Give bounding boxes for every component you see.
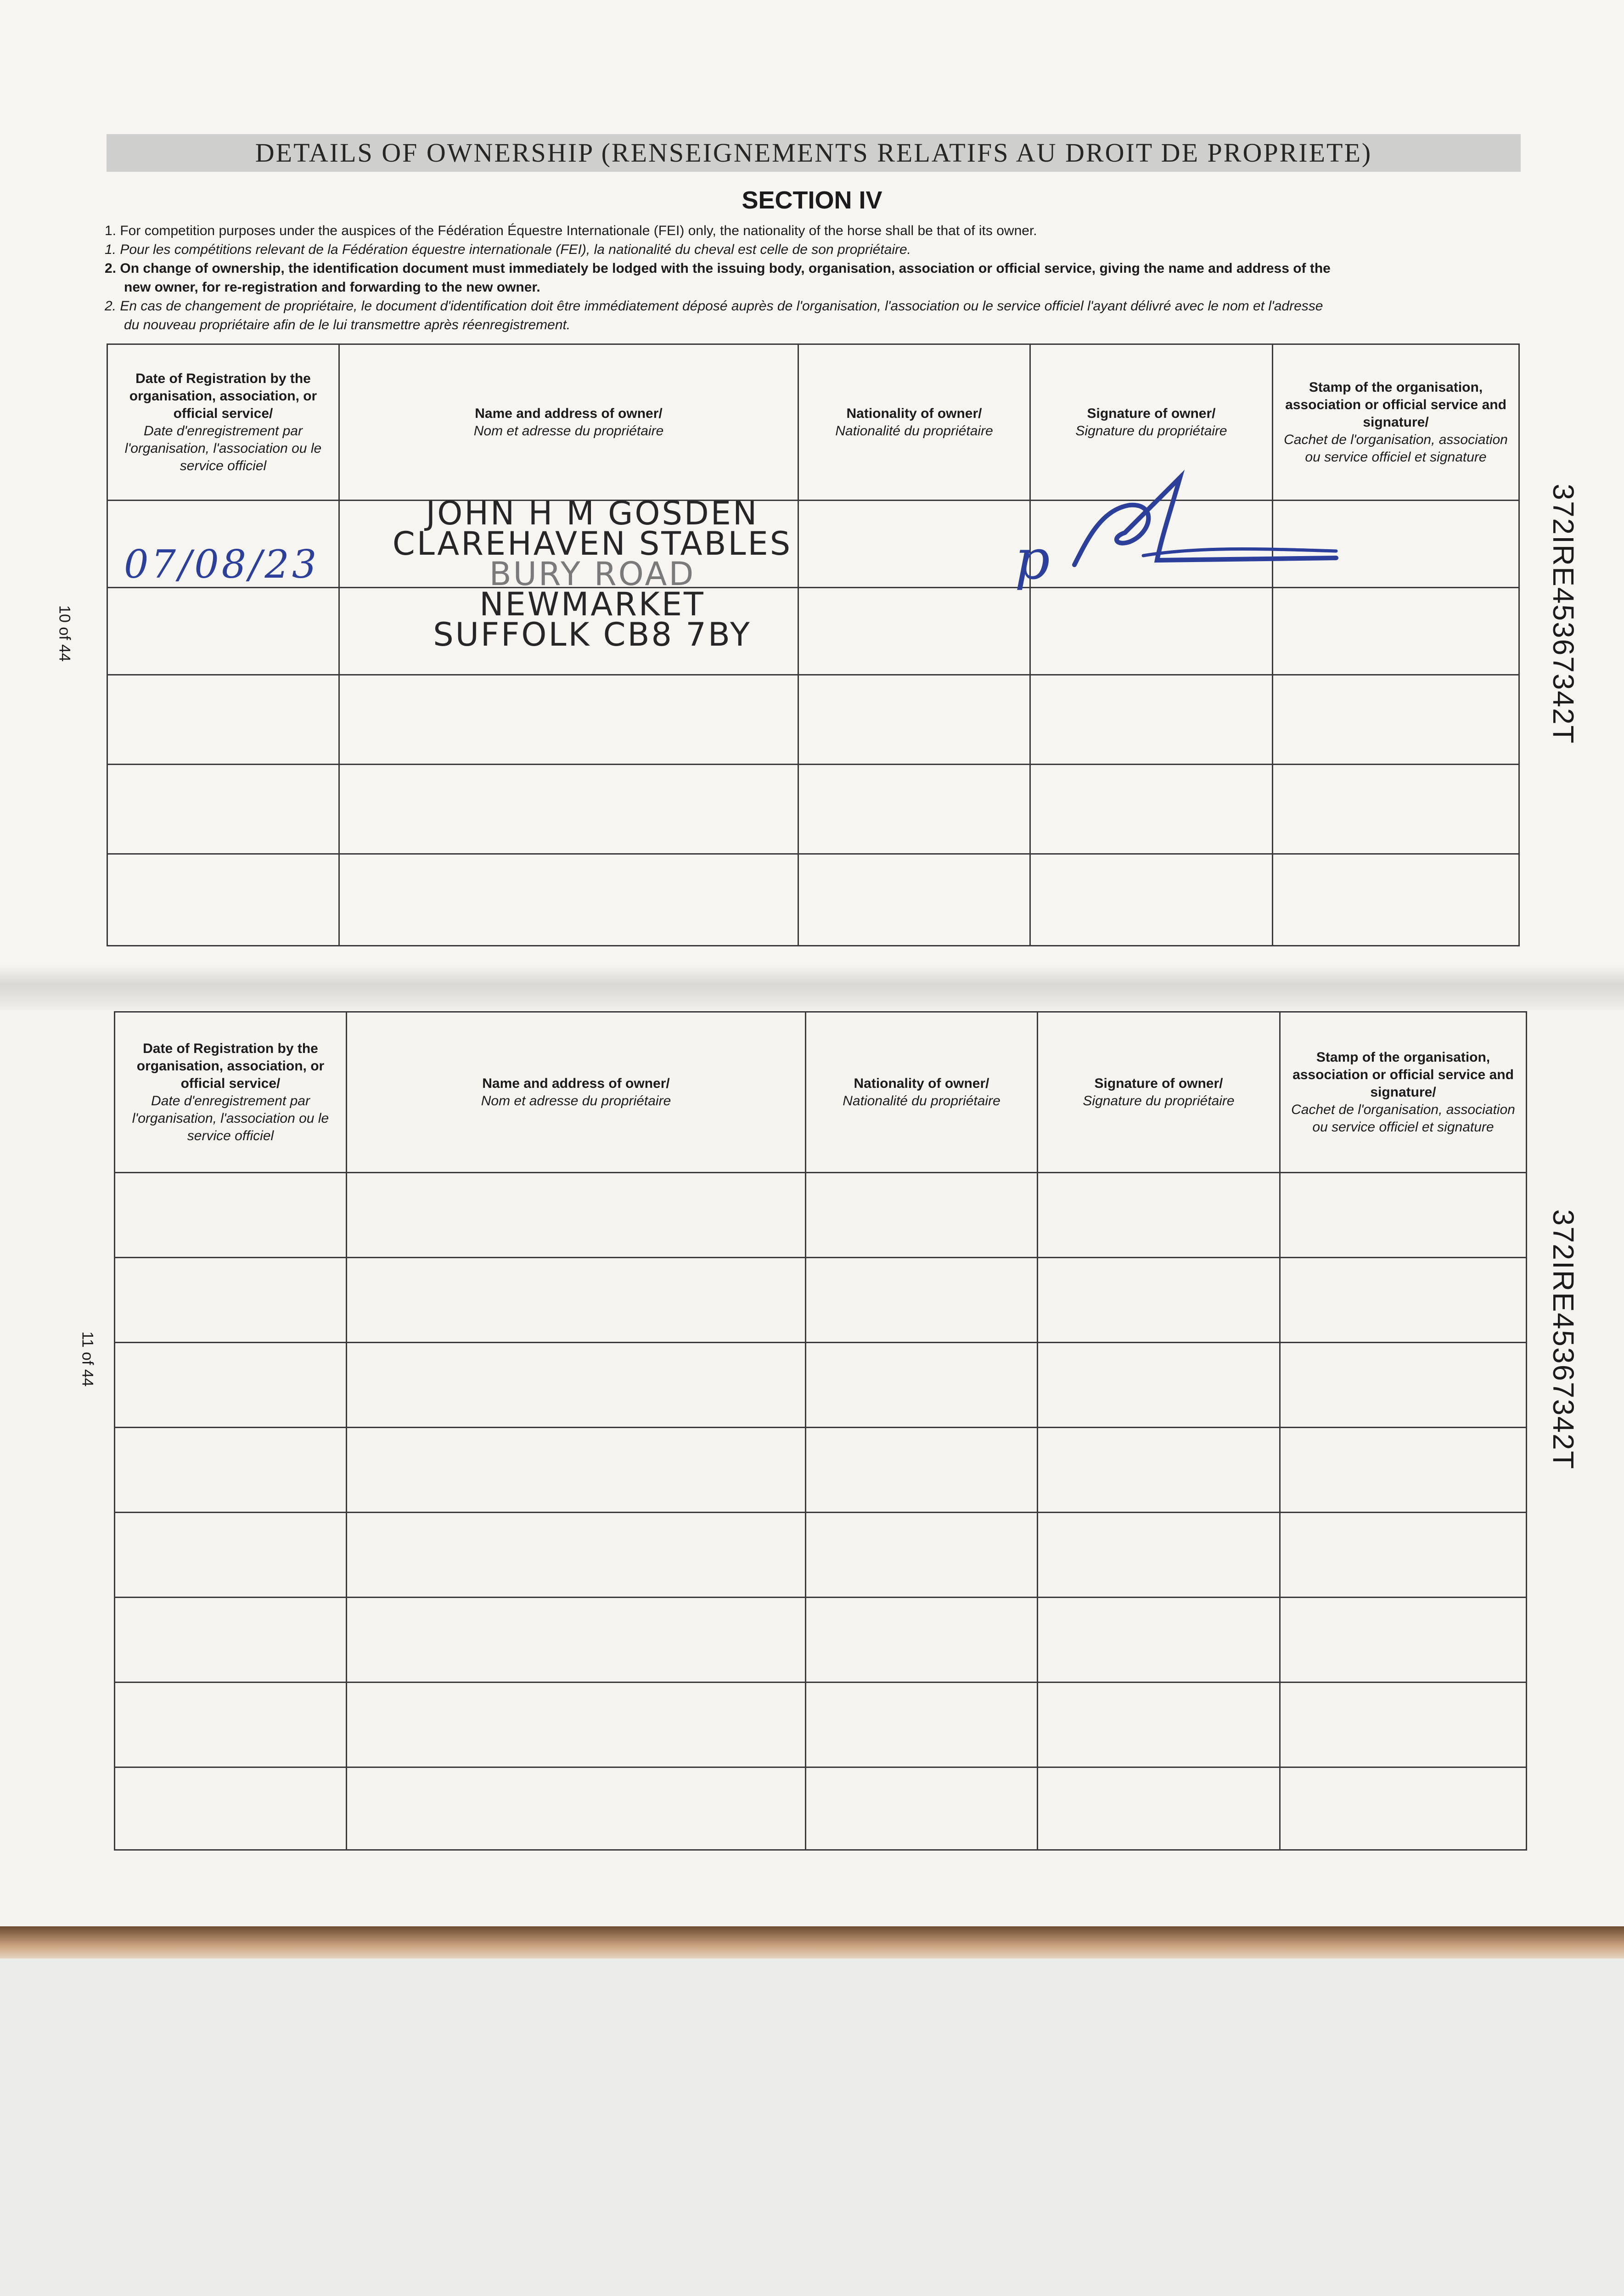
page-number-top: 10 of 44 [56, 605, 73, 662]
header-signature: Signature of owner/ Signature du propriétaire [1030, 344, 1273, 501]
header-stamp: Stamp of the organisation, association or official service and signature/ Cachet de l'organisation, association ou service officiel et signature [1273, 344, 1519, 501]
header-nationality: Nationality of owner/ Nationalité du propriétaire [806, 1012, 1038, 1173]
note-2-fr-line2: du nouveau propriétaire afin de le lui transmettre après réenregistrement. [124, 317, 571, 332]
document-id-bottom: 372IRE45367342T [1547, 1209, 1580, 1470]
owner-address-line4: SUFFOLK CB8 7BY [433, 616, 752, 653]
book-spine-shadow [0, 964, 1624, 1010]
note-2-en-line2: new owner, for re-registration and forwarding to the new owner. [124, 280, 540, 295]
ownership-table-bottom [114, 1011, 1527, 1851]
table-row [115, 1683, 1527, 1767]
header-signature: Signature of owner/ Signature du propriétaire [1038, 1012, 1280, 1173]
owner-address-line2: BURY ROAD [489, 555, 696, 593]
table-row [115, 1767, 1527, 1850]
owner-address-stamp [321, 495, 863, 653]
note-2-fr-line1: 2. En cas de changement de propriétaire, le document d'identification doit être immédiatement déposé auprès de l'organisation, l'association ou le service officiel l'ayant délivré avec le nom et l'adresse [105, 298, 1323, 314]
header-stamp: Stamp of the organisation, association or official service and signature/ Cachet de l'organisation, association ou service officiel et signature [1280, 1012, 1527, 1173]
note-1-en: 1. For competition purposes under the auspices of the Fédération Équestre Internationale (FEI) only, the nationality of the horse shall be that of its owner. [105, 223, 1037, 238]
document-id-top: 372IRE45367342T [1547, 484, 1580, 744]
table-header-row [115, 1012, 1527, 1173]
signature-stroke-under [1143, 549, 1336, 556]
table-row [115, 1598, 1527, 1683]
scanner-background [0, 1958, 1624, 2296]
note-1-fr: 1. Pour les compétitions relevant de la Fédération équestre internationale (FEI), la nationalité du cheval est celle de son propriétaire. [105, 242, 911, 257]
owner-signature [1006, 468, 1345, 606]
header-date: Date of Registration by the organisation, association, or official service/ Date d'enregistrement par l'organisation, l'association ou le service officiel [115, 1012, 347, 1173]
book-cover-edge [0, 1926, 1624, 1958]
signature-stroke-main [1074, 478, 1336, 565]
table-row [115, 1513, 1527, 1598]
table-row [115, 1343, 1527, 1428]
section-title: SECTION IV [742, 186, 882, 214]
page-number-bottom: 11 of 44 [79, 1331, 96, 1387]
header-name: Name and address of owner/ Nom et adresse du propriétaire [347, 1012, 806, 1173]
table-row [107, 765, 1519, 854]
header-date: Date of Registration by the organisation, association, or official service/ Date d'enregistrement par l'organisation, l'association ou le service officiel [107, 344, 339, 501]
owner-name: JOHN H M GOSDEN [426, 495, 759, 532]
table-row [115, 1258, 1527, 1343]
notes-block [105, 221, 1519, 334]
owner-address-line3: NEWMARKET [479, 585, 705, 623]
table-row [115, 1428, 1527, 1513]
note-2-en-line1: 2. On change of ownership, the identification document must immediately be lodged with the issuing body, organisation, association or official service, giving the name and address of the [105, 261, 1331, 276]
header-nationality: Nationality of owner/ Nationalité du propriétaire [798, 344, 1030, 501]
table-row [115, 1173, 1527, 1258]
registration-date-handwritten: 07/08/23 [124, 542, 320, 587]
header-name: Name and address of owner/ Nom et adresse du propriétaire [339, 344, 798, 501]
table-row [107, 854, 1519, 946]
table-row [107, 675, 1519, 765]
ownership-banner: DETAILS OF OWNERSHIP (RENSEIGNEMENTS RELATIFS AU DROIT DE PROPRIETE) [107, 134, 1521, 172]
signature-prefix: p [1015, 528, 1050, 592]
owner-address-line1: CLAREHAVEN STABLES [392, 525, 792, 563]
